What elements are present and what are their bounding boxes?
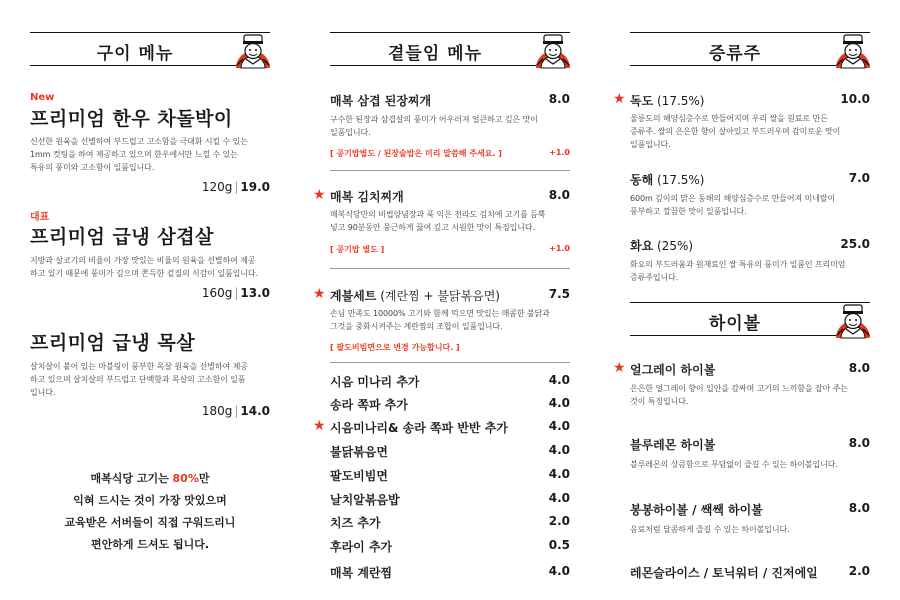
menu-item-price: 2.0 [548, 514, 570, 528]
menu-item-price: 2.0 [848, 564, 870, 578]
menu-item-name: ★ 얼그레이 하이볼 [613, 360, 716, 377]
menu-item-description: 살치살이 붙어 있는 마블링이 풍부한 목살 원육을 선별하여 제공 하고 있으며 살치살의 부드럽고 단백함과 목살의 고소함이 일품 입니다. [30, 362, 248, 397]
menu-item-name: 매복 계란찜 [330, 566, 393, 580]
menu-item-price: 7.0 [848, 171, 870, 185]
menu-item-note: [ 공기밥 별도 ] [330, 245, 385, 254]
menu-item-name: 치즈 추가 [330, 516, 381, 530]
menu-item-description: 600m 깊이의 맑은 동해의 해양심층수로 만들어져 미네랄이 풍부하고 깔끔한 맛이 일품입니다. [630, 194, 836, 216]
sides-section-header [330, 32, 570, 66]
menu-item-price: 10.0 [840, 92, 870, 106]
mascot-icon [232, 31, 274, 69]
menu-item-name: ★ 독도 (17.5%) [613, 91, 705, 108]
menu-item-name: 날치알볶음밥 [330, 493, 400, 507]
menu-item-description: 음료처럼 달콤하게 즐길 수 있는 하이볼입니다. [630, 525, 790, 534]
menu-item-description: 손님 만족도 10000% 고기와 함께 먹으면 맛있는 매콤한 불닭과 그것을 중화시켜주는 계란찜의 조합이 일품입니다. [330, 309, 550, 331]
menu-item-note: [ 공기밥별도 / 된장술밥은 미리 말씀해 주세요. ] [330, 149, 502, 158]
menu-item-note: [ 팔도비빔면으로 변경 가능합니다. ] [330, 343, 460, 352]
menu-item-description: 울릉도의 해양심층수로 만들어지며 우리 쌀을 원료로 만든 증류주. 쌀의 은은한 향이 살아있고 부드러우며 감미로운 맛이 일품입니다. [630, 114, 841, 149]
menu-item-name: 시음 미나리 추가 [330, 375, 420, 389]
menu-item-name: ★ 매복 김치찌개 [313, 187, 404, 204]
mascot-icon [832, 31, 874, 69]
menu-item-name: 프리미엄 한우 차돌박이 [30, 108, 233, 130]
grill-notice: 매복식당 고기는 80%만 익혀 드시는 것이 가장 맛있으며 교육받은 서버들이 직접 구워드리니 편안하게 드셔도 됩니다. [64, 472, 236, 551]
star-icon: ★ [313, 286, 326, 302]
menu-item-description: 신선한 원육을 선별하여 부드럽고 고소함을 극대화 시킬 수 있는 1mm 컷팅을 하여 제공하고 있으며 한우에서만 느낄 수 있는 특유의 풍미와 고소함이 일품입니다. [30, 137, 248, 172]
menu-item-name: 블루레몬 하이볼 [630, 438, 716, 452]
grill-section-title: 구이 메뉴 [96, 44, 174, 64]
spirits-section-header [630, 32, 870, 66]
menu-item-name: 봉봉하이볼 / 쌕쌕 하이볼 [630, 503, 763, 517]
item-tag: New [30, 92, 55, 103]
menu-item-price: 8.0 [848, 501, 870, 515]
item-tag: 대표 [30, 212, 50, 223]
menu-item-price: 4.0 [548, 564, 570, 578]
star-icon: ★ [313, 418, 326, 434]
menu-item-price: 8.0 [848, 361, 870, 375]
menu-item-description: 화요의 부드러움과 원재료인 쌀 특유의 풍미가 일품인 프리미엄 증류주입니다. [630, 260, 846, 282]
menu-item-description: 은은한 얼그레이 향이 입안을 감싸며 고기의 느끼함을 잡아 주는 것이 특징입니다. [630, 384, 848, 406]
mascot-icon [532, 31, 574, 69]
divider [330, 170, 570, 171]
menu-item-name: 후라이 추가 [330, 540, 393, 554]
menu-item-price: 120g | 19.0 [201, 180, 270, 194]
menu-item-name: 프리미엄 급냉 목살 [30, 332, 196, 354]
menu-item-name: 프리미엄 급냉 삼겹살 [30, 226, 214, 248]
menu-item-price: 4.0 [548, 396, 570, 410]
menu-item-description: 지방과 살코기의 비율이 가장 맛있는 비율의 원육을 선별하여 제공 하고 있기 때문에 풍미가 깊으며 쫀득한 겉질의 식감이 일품입니다. [30, 256, 258, 278]
highball-section-header [630, 302, 870, 336]
menu-item-price: 4.0 [548, 419, 570, 433]
menu-item-price: 0.5 [548, 538, 570, 552]
divider [330, 362, 570, 363]
grill-section-header [30, 32, 270, 66]
mascot-icon [832, 301, 874, 339]
star-icon: ★ [313, 187, 326, 203]
menu-item-name: 매복 삼겹 된장찌개 [330, 94, 432, 108]
menu-item-note-price: +1.0 [549, 244, 570, 253]
star-icon: ★ [613, 360, 626, 376]
menu-item-name: ★ 계불세트 (계란찜 + 불닭볶음면) [313, 286, 500, 303]
menu-item-description: 구수한 된장과 삼겹살의 풍미가 어우러져 얼큰하고 깊은 맛이 일품입니다. [330, 115, 538, 137]
menu-item-description: 매복식당만의 비법양념장과 푹 익은 전라도 김치에 고기를 듬뿍 넣고 90분동안 뭉근하게 끓여 깊고 시원한 맛이 특징입니다. [330, 210, 546, 232]
star-icon: ★ [613, 91, 626, 107]
menu-item-price: 25.0 [840, 237, 870, 251]
menu-item-name: 동해 (17.5%) [630, 173, 705, 187]
menu-item-name: 레몬슬라이스 / 토닉워터 / 진저에일 [630, 566, 818, 580]
menu-item-price: 8.0 [548, 188, 570, 202]
menu-item-price: 8.0 [848, 436, 870, 450]
menu-item-name: ★ 시음미나리& 송라 쪽파 반반 추가 [313, 418, 508, 435]
menu-item-name: 송라 쪽파 추가 [330, 398, 408, 412]
menu-item-description: 블루레몬의 상큼함으로 무담없이 즐길 수 있는 하이볼입니다. [630, 460, 838, 469]
menu-item-price: 4.0 [548, 373, 570, 387]
menu-item-price: 4.0 [548, 491, 570, 505]
sides-section-title: 곁들임 메뉴 [387, 44, 483, 64]
menu-item-price: 8.0 [548, 92, 570, 106]
menu-item-price: 4.0 [548, 443, 570, 457]
divider [330, 268, 570, 269]
menu-item-name: 불닭볶음면 [330, 445, 388, 459]
menu-item-name: 화요 (25%) [630, 239, 694, 253]
menu-item-price: 160g | 13.0 [201, 286, 270, 300]
menu-item-note-price: +1.0 [549, 148, 570, 157]
menu-item-name: 팔도비빔면 [330, 469, 388, 483]
highball-section-title: 하이볼 [708, 314, 762, 334]
spirits-section-title: 증류주 [708, 44, 762, 64]
menu-item-price: 7.5 [548, 287, 570, 301]
menu-item-price: 4.0 [548, 467, 570, 481]
menu-item-price: 180g | 14.0 [201, 404, 270, 418]
